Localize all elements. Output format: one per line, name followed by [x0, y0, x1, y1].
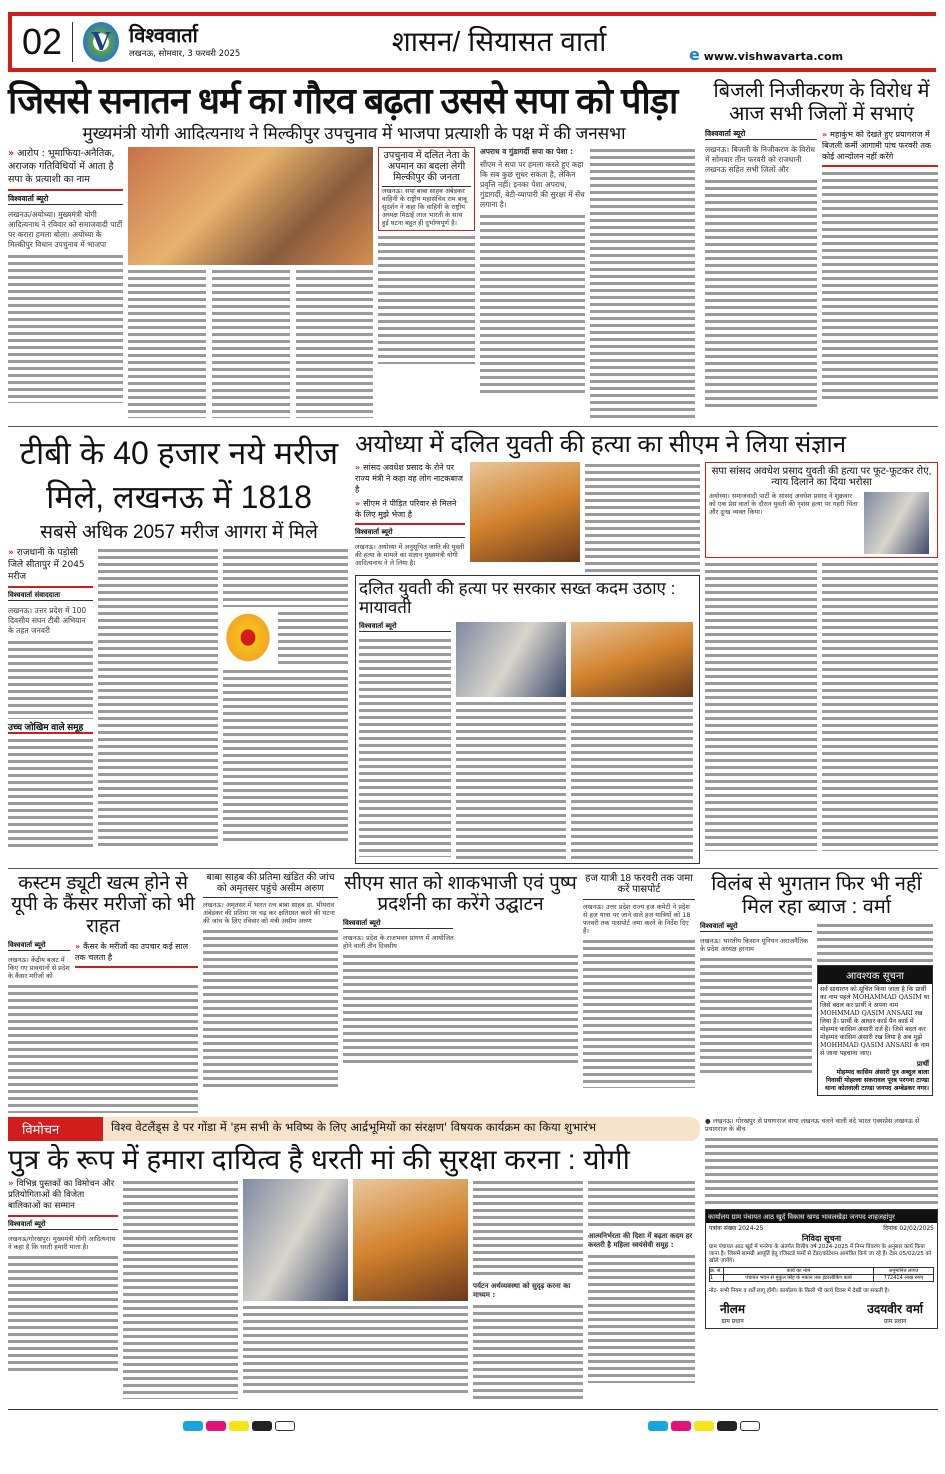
signature-1-role: ग्राम प्रधान: [721, 1318, 744, 1326]
tender-table: [709, 1267, 934, 1282]
event-photo-2: [353, 1179, 468, 1301]
tb-headline: टीबी के 40 हजार नये मरीज मिले, लखनऊ में 1818: [19, 434, 339, 515]
masthead: [8, 12, 936, 72]
byline: विश्ववार्ता ब्यूरो: [8, 1220, 118, 1230]
lead-headline: जिससे सनातन धर्म का गौरव बढ़ता उससे सपा को पीड़ा: [8, 80, 678, 121]
browser-icon: e: [689, 45, 700, 64]
rally-photo: [128, 147, 373, 265]
tender-date: दिनांक 02/02/2025: [883, 1225, 934, 1233]
ambedkar-body: लखनऊ। अमृतसर में भारत रत्न बाबा साहब डा. भीमराव अंबेडकर की प्रतिमा पर चढ़ कर क्षतिग्रस्त करने की घटना की जांच के लिए रविवार को मंत्री असीम अरुण: [203, 901, 335, 926]
lead-sidebar-box: [378, 147, 475, 231]
putra-subhead: आत्मनिर्भरता की दिशा में बढ़ता कदम हर कस्तरी है महिला स्वयंसेवी समूह :: [588, 1232, 693, 1250]
banner-text: विश्व वेटलैंड्स डे पर गोंडा में 'हम सभी के भविष्य के लिए आर्द्रभूमियों का संरक्षण' विषयक कार्यक्रम का किया शुभारंभ: [111, 1120, 596, 1135]
payment-headline: विलंब से भुगतान फिर भी नहीं मिल रहा ब्याज : वर्मा: [711, 872, 922, 918]
putra-headline: पुत्र के रूप में हमारा दायित्व है धरती मां की सुरक्षा करना : योगी: [8, 1144, 630, 1176]
power-body: लखनऊ। बिजली के निजीकरण के विरोध में सोमवार तीन फरवरी को राजधानी लखनऊ सहित सभी जिलों और: [705, 145, 815, 174]
table-cell: 1: [710, 1275, 724, 1282]
notice-signer: मोहम्मद कासिम अंसारी पुत्र अब्दुल बाला निवासी मोहल्ला सकरावल पूरब परगना टाण्डा थाना कोतवाली टाण्डा जनपद अम्बेडकर नगर।: [825, 1068, 929, 1092]
box-body: लखनऊ। सपा बाबा साहब अंबेडकर वाहिनी के राष्ट्रीय महासचिव राम बाबू सुदर्शन ने कहा कि वाहिनी के राष्ट्रीय अध्यक्ष मिठाई लाल भारती के साथ हुई घटना बहुत ही दुर्भाग्यपूर्ण है।: [382, 186, 467, 227]
power-headline: बिजली निजीकरण के विरोध में आज सभी जिलों में सभाएं: [713, 80, 930, 125]
paper-name: विश्ववार्ता: [129, 25, 198, 47]
akhilesh-photo: [456, 622, 566, 697]
tender-ref: पत्रांक संख्या 2024-25: [709, 1225, 764, 1233]
event-photo-1: [243, 1179, 348, 1301]
mayawati-box: [355, 575, 700, 864]
tender-title: निविदा सूचना: [801, 1234, 842, 1244]
byline: विश्ववार्ता ब्यूरो: [359, 622, 451, 632]
byline: विश्ववार्ता ब्यूरो: [700, 922, 812, 932]
haj-headline: हज यात्री 18 फरवरी तक जमा करें पासपोर्ट: [583, 873, 695, 900]
lead-subhead: मुख्यमंत्री योगी आदित्यनाथ ने मिल्कीपुर उपचुनाव में भाजपा प्रत्याशी के पक्ष में की जनसभा: [82, 124, 626, 144]
color-registration-marks: [648, 1416, 763, 1435]
lead-left-column: [8, 147, 123, 403]
byline: विश्ववार्ता ब्यूरो: [8, 194, 123, 205]
tb-campaign-logo: [223, 610, 273, 665]
box-title: उपचुनाव में दलित नेता के अपमान का बदला लेगी मिल्कीपुर की जनता: [382, 151, 471, 187]
table-header-cell: अनुमानित लागत: [874, 1268, 934, 1275]
ambedkar-headline: बाबा साहब की प्रतिमा खंडित की जांच को अमृतसर पहुंचे असीम अरुण: [203, 873, 338, 899]
signature-1: नीलम: [720, 1302, 746, 1317]
mayawati-headline: दलित युवती की हत्या पर सरकार सख्त कदम उठाए : मायावती: [359, 578, 676, 618]
signature-2-role: ग्राम प्रधान: [883, 1318, 907, 1326]
ayodhya-body: लखनऊ। अयोध्या में अनुसूचित जाति की युवती की हत्या के मामले का संज्ञान मुख्यमंत्री योगी आदित्यनाथ ने ले लिया है।: [355, 542, 465, 567]
tender-header: कार्यालय ग्राम पंचायत आठ खुर्द विकास खण्ड भावलखेड़ा जनपद शाहजहांपुर: [706, 1210, 937, 1223]
avadhesh-photo: [864, 492, 929, 554]
signature-2: उदयवीर वर्मा: [867, 1302, 923, 1317]
box-title: सपा सांसद अवधेश प्रसाद युवती की हत्या पर फूट-फूटकर रोए, न्याय दिलाने का दिया भरोसा: [711, 465, 932, 489]
section-title: शासन/ सियासत वार्ता: [391, 25, 607, 57]
customs-body: लखनऊ। केंद्रीय बजट में किए गए प्रावधानों से प्रदेश के कैंसर मरीजों को: [8, 956, 70, 981]
table-cell: पंचायत भवन से मुकुल सिंह के मकान तक इंटरलॉकिंग कार्य: [724, 1275, 874, 1282]
notice-signer-label: प्रार्थी: [916, 1059, 929, 1068]
bullet-dot-icon: ●: [705, 1117, 713, 1126]
tb-subhead: सबसे अधिक 2057 मरीज आगरा में मिले: [40, 521, 318, 543]
bullet-icon: »: [8, 147, 15, 159]
notice-body: सर्व साधारण को सूचित किया जाता है कि प्रार्थी का नाम पहले MOHAMMAD QASIM था जिसे बदल कर प्रार्थी ने अपना नाम MOHMMAD QASIM ANSARI रख लिया है। प्रार्थी के आधार कार्ड पैन कार्ड में मोहम्मद कासिम अंसारी दर्ज है। जिसे बदल कर मोहम्मद कासिम अंसारी रख लिया है अब मुझे MOHHMAD QASIM ANSARI के नाम से जाना पहचाना जाए।: [820, 985, 930, 1057]
ayodhya-headline: अयोध्या में दलित युवती की हत्या का सीएम ने लिया संज्ञान: [355, 430, 847, 458]
tb-box-title: उच्च जोखिम वाले समूह: [8, 722, 93, 734]
name-change-notice: [817, 965, 933, 1096]
cm-photo: [470, 462, 580, 562]
flower-show-body: लखनऊ। प्रदेश के राजभवन प्रांगण में आयोजित होने वाली तीन दिवसीय: [343, 934, 454, 951]
dateline: लखनऊ, सोमवार, 3 फरवरी 2025: [129, 49, 241, 59]
page-number: 02: [22, 21, 63, 63]
ayodhya-pull-1: सांसद अवधेश प्रसाद के रोने पर राज्य मंत्री ने कहा वह लोग नाटकबाज है: [355, 462, 463, 494]
banner-tag: विमोचन: [8, 1117, 103, 1141]
putra-pull: विभिन्न पुस्तकों का विमोचन और प्रतियोगिताओं की विजेता बालिकाओं का सम्मान: [8, 1179, 115, 1212]
table-cell: 772414 लाख रुपए: [874, 1275, 934, 1282]
ayodhya-pull-2: सीएम ने पीड़ित परिवार से मिलने के लिए मुझे भेजा है: [355, 498, 457, 519]
byline: विश्ववार्ता ब्यूरो: [343, 919, 453, 929]
box-body: अयोध्या। समाजवादी पार्टी के सांसद अवधेश प्रसाद ने शुक्रवार को एक प्रेस वार्ता के दौरान युवती की नृशंस हत्या पर गहरी चिंता और दुःख व्यक्त किया।: [709, 491, 858, 516]
lead-column-2: [480, 147, 585, 393]
table-header-cell: क्र. सं.: [710, 1268, 722, 1275]
putra-subhead-2: पर्यटन अर्थव्यवस्था को सुदृढ़ करना का माध्यम :: [473, 1282, 571, 1300]
tender-note: नोट- सभी नियम व शर्तें लागू होंगी। कार्यालय के किसी भी कार्य दिवस में देखी जा सकती है।: [709, 1288, 890, 1295]
byline: विश्ववार्ता संवाददाता: [8, 591, 93, 601]
column-body: सीएम ने सपा पर हमला करते हुए कहा कि सब कुछ सुधर सकता है, लेकिन प्रवृत्ति नहीं। इनका पेशा अपराध, गुंडागर्दी, बेटी-व्यापारी की सुरक्षा में सेंध लगाना है।: [480, 159, 585, 209]
haj-body: लखनऊ। उत्तर प्रदेश राज्य हज कमेटी ने प्रदेश से हज यात्रा पर जाने वाले हज यात्रियों को 18 फरवरी तक पासपोर्ट जमा करने के निर्देश दिए हैं।: [583, 902, 691, 935]
byline: विश्ववार्ता ब्यूरो: [705, 129, 817, 140]
website-link[interactable]: e www.vishwavarta.com: [689, 45, 844, 64]
column-heading: अपराध व गुंडागर्दी सपा का पेशा :: [480, 146, 574, 156]
tb-body: लखनऊ। उत्तर प्रदेश में 100 दिवसीय सघन टीबी अभियान के तहत जनवरी: [8, 605, 87, 635]
lead-pull: आरोप : भूमाफिया-अनैतिक, अराजक गतिविधियों में आता है सपा के प्रत्याशी का नाम: [8, 147, 115, 185]
tender-body: ग्राम पंचायत आठ खुर्द में मनरेगा के अंतर्गत वित्तीय वर्ष 2024-2025 में निम्न विवरण के अनुसार कार्य किया जाना है। जिसमें सामग्री आपूर्ति हेतु रजिस्टर्ड फर्मों से टेंडर/कोटेशन आमंत्रित किये जा रहे हैं। टेंडर 05/02/25 को खोले जायेंगे।: [709, 1244, 932, 1265]
customs-headline: कस्टम ड्यूटी खत्म होने से यूपी के कैंसर मरीजों को भी राहत: [11, 872, 195, 938]
vimochan-banner: [8, 1117, 700, 1141]
mayawati-photo: [571, 622, 693, 697]
byline: विश्ववार्ता ब्यूरो: [355, 528, 465, 538]
customs-pull: कैंसर के मरीजों का उपचार कई साल तक चलता है: [75, 942, 189, 963]
avadhesh-box: [705, 462, 938, 558]
logo-icon: V: [83, 22, 119, 62]
byline: विश्ववार्ता ब्यूरो: [8, 941, 70, 951]
tb-pull: » राजधानी के पड़ोसी जिले सीतापुर में 2045 मरीज: [8, 547, 93, 588]
power-pull: » महाकुंभ को देखते हुए प्रयागराज में बिजली कर्मी आगामी पांच फरवरी तक कोई आन्दोलन नहीं करेंगे: [822, 129, 938, 167]
lead-body: लखनऊ/अयोध्या। मुख्यमंत्री योगी आदित्यनाथ ने रविवार को समाजवादी पार्टी पर करारा हमला बोला। अयोध्या के मिल्कीपुर विधान उपचुनाव में भाजपा: [8, 209, 123, 249]
tender-notice: [705, 1209, 938, 1329]
train-body: ● लखनऊ। गोरखपुर से प्रयागराज वाया लखनऊ चलने वाली वंदे भारत एक्सप्रेस लखनऊ से प्रयागराज के बीच: [705, 1117, 920, 1134]
flower-show-headline: सीएम सात को शाकभाजी एवं पुष्प प्रदर्शनी का करेंगे उद्घाटन: [344, 872, 577, 916]
payment-body: लखनऊ। भारतीय किसान यूनियन अराजनैतिक के प्रदेश अध्यक्ष हरनाम: [700, 936, 809, 953]
putra-body: लखनऊ/गोरखपुर। मुख्यमंत्री योगी आदित्यनाथ ने कहा है कि धरती हमारी माता है।: [8, 1235, 116, 1252]
color-registration-marks: [183, 1416, 298, 1435]
notice-title: आवश्यक सूचना: [818, 966, 932, 984]
table-header-cell: कार्य का नाम: [724, 1268, 874, 1275]
